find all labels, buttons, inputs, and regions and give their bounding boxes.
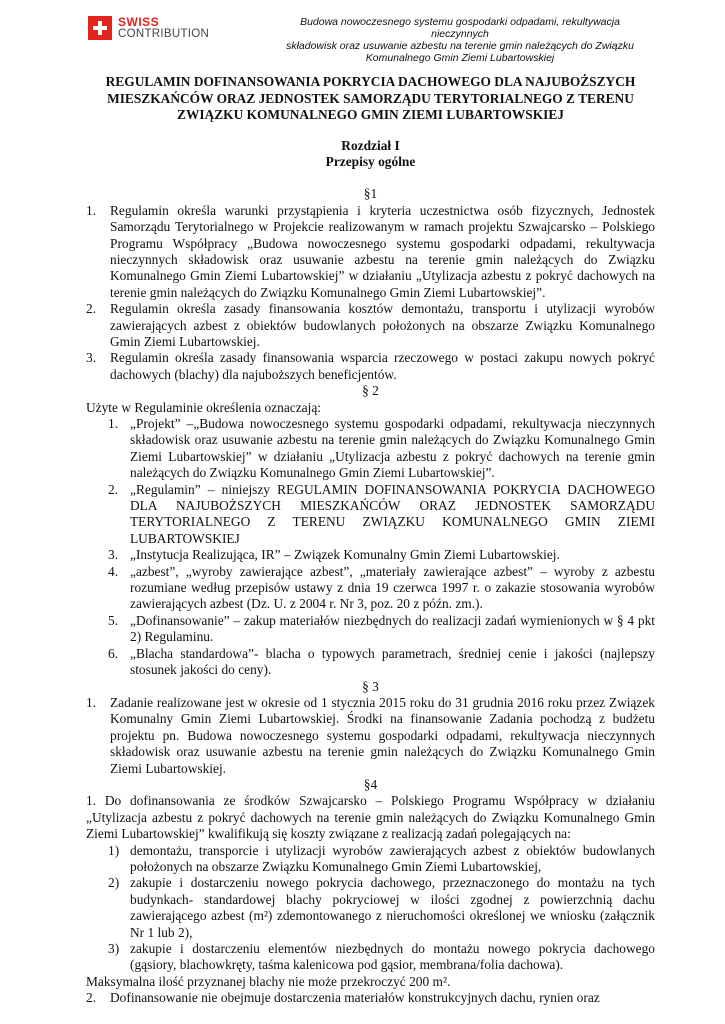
item-text: Zadanie realizowane jest w okresie od 1 stycznia 2015 roku do 31 grudnia 2016 roku przez Związek Komunalny Gmin Ziemi Lubartowskiej. Środki na finansowanie Zadania pochodzą z budżetu projektu pn. Budowa nowoczesnego systemu gospodarki odpadami, rekultywacja nieczynnych składowisk oraz usuwanie azbestu na terenie gmin należących do Związku Komunalnego Gmin Ziemi Lubartowskiej. <box>110 694 655 776</box>
item-number: 2. <box>108 481 119 497</box>
item-text: Regulamin określa warunki przystąpienia i kryteria uczestnictwa osób fizycznych, Jednostek Samorządu Terytorialnego w Projekcie realizowanym w ramach projektu Szwajcarsko – Polskiego Programu Współpracy „Budowa nowoczesnego systemu gospodarki odpadami, rekultywacja nieczynnych składowisk oraz usuwanie azbestu na terenie gmin należących do Związku Komunalnego Gmin Ziemi Lubartowskiej” w działaniu „Utylizacja azbestu z pokryć dachowych na terenie gmin należących do Związku Komunalnego Gmin Ziemi Lubartowskiej”. <box>110 202 655 300</box>
list-item <box>86 203 655 301</box>
section-4-list <box>86 843 655 974</box>
item-text: Regulamin określa zasady finansowania kosztów demontażu, transportu i utylizacji wyrobów zawierających azbest z obiektów budowlanych położonych na obszarze Związku Komunalnego Gmin Ziemi Lubartowskiej. <box>110 301 655 349</box>
item-text: demontażu, transporcie i utylizacji wyrobów zawierających azbest z obiektów budowlanych położonych na obszarze Związku Komunalnego Gmin Ziemi Lubartowskiej, <box>130 842 655 874</box>
item-number: 6. <box>108 645 119 661</box>
item-number: 5. <box>108 612 119 628</box>
item-text: Regulamin określa zasady finansowania wsparcia rzeczowego w postaci zakupu nowych pokryć dachowych (blachy) dla najuboższych beneficjentów. <box>110 350 655 382</box>
item-number: 3. <box>108 547 119 563</box>
logo-line1: SWISS <box>118 15 160 29</box>
item-text: „Regulamin” – niniejszy REGULAMIN DOFINANSOWANIA POKRYCIA DACHOWEGO DLA NAJUBOŻSZYCH MIESZKAŃCÓW ORAZ JEDNOSTEK SAMORZĄDU TERYTORIALNEGO Z TERENU ZWIĄZKU KOMUNALNEGO GMIN ZIEMI LUBARTOWSKIEJ <box>130 481 655 546</box>
item-number: 1. <box>86 202 97 218</box>
chapter-name: Przepisy ogólne <box>325 153 416 169</box>
section-2-heading: § 2 <box>362 383 379 399</box>
item-number: 2) <box>108 875 120 891</box>
list-item <box>108 941 655 974</box>
item-text: „Dofinansowanie” – zakup materiałów niezbędnych do realizacji zadań wymienionych w § 4 pkt 2) Regulaminu. <box>130 612 655 645</box>
title-line: REGULAMIN DOFINANSOWANIA POKRYCIA DACHOWEGO DLA NAJUBOŻSZYCH <box>105 74 636 89</box>
document-title <box>86 74 655 124</box>
section-1-list <box>86 203 655 383</box>
swiss-cross-icon <box>88 16 112 40</box>
list-item <box>108 482 655 548</box>
header-line: Budowa nowoczesnego systemu gospodarki odpadami, rekultywacja nieczynnych <box>300 16 620 40</box>
section-3-heading: § 3 <box>362 678 379 694</box>
list-item <box>86 350 655 383</box>
list-item <box>108 564 655 613</box>
list-item <box>108 646 655 679</box>
section-2-intro: Użyte w Regulaminie określenia oznaczają: <box>86 399 321 415</box>
list-item <box>86 990 655 1006</box>
item-text: zakupie i dostarczeniu nowego pokrycia dachowego, przeznaczonego do montażu na tych budynkach- standardowej blachy pokryciowej w ilości zgodnej z powierzchnią dachu zawierającego azbest (m²) zdemontowanego z nieruchomości określonej we wniosku (załącznik Nr 1 lub 2), <box>130 875 655 940</box>
item-number: 1) <box>108 842 120 858</box>
chapter-label: Rozdział I <box>341 137 400 153</box>
section-4-heading: §4 <box>363 776 378 792</box>
section-1-heading: §1 <box>363 186 378 202</box>
item-text: „Instytucja Realizująca, IR” – Związek Komunalny Gmin Ziemi Lubartowskiej. <box>130 547 560 563</box>
item-text: „Blacha standardowa”- blacha o typowych parametrach, średniej cenie i jakości (najlepszy stosunek jakości do ceny). <box>130 645 655 678</box>
document-body <box>86 74 655 1007</box>
list-item <box>86 301 655 350</box>
item-number: 4. <box>108 563 119 579</box>
item-number: 2. <box>86 301 97 317</box>
list-item <box>108 843 655 876</box>
list-item <box>108 416 655 482</box>
item-text: „Projekt” –„Budowa nowoczesnego systemu gospodarki odpadami, rekultywacja nieczynnych składowisk oraz usuwanie azbestu na terenie gmin należących do Związku Komunalnego Gmin Ziemi Lubartowskiej” w działaniu „Utylizacja azbestu z pokryć dachowych na terenie gmin należących do Związku Komunalnego Gmin Ziemi Lubartowskiej”. <box>130 416 655 481</box>
header-line: składowisk oraz usuwanie azbestu na terenie gmin należących do Związku <box>286 40 634 52</box>
list-item <box>108 613 655 646</box>
list-item <box>86 695 655 777</box>
item-text: „azbest”, „wyroby zawierające azbest”, „materiały zawierające azbest” – wyroby z azbestu rozumiane według przepisów ustawy z dnia 19 czerwca 1997 r. o zakazie stosowania wyrobów zawierających azbest (Dz. U. z 2004 r. Nr 3, poz. 20 z późn. zm.). <box>130 563 655 612</box>
list-item <box>108 547 655 563</box>
page-header <box>275 16 645 64</box>
section-3-list <box>86 695 655 777</box>
section-2-list <box>86 416 655 679</box>
swiss-contribution-logo <box>88 16 218 44</box>
logo-line2: CONTRIBUTION <box>118 28 210 40</box>
section-4-intro: 1. Do dofinansowania ze środków Szwajcarsko – Polskiego Programu Współpracy w działaniu „Utylizacja azbestu z pokryć dachowych na terenie gmin należących do Związku Komunalnego Gmin Ziemi Lubartowskiej” kwalifikują się koszty związane z realizacją zadań polegających na: <box>86 793 655 842</box>
item-text: zakupie i dostarczeniu elementów niezbędnych do montażu nowego pokrycia dachowego (gąsiory, blachowkręty, taśma kalenicowa pod gąsior, membrana/folia dachowa). <box>130 941 655 973</box>
list-item <box>108 875 655 941</box>
item-number: 2. <box>86 990 97 1006</box>
max-sheet-note: Maksymalna ilość przyznanej blachy nie może przekroczyć 200 m². <box>86 973 451 989</box>
item-number: 1. <box>86 694 97 710</box>
item-number: 3) <box>108 941 120 956</box>
item-text: Dofinansowanie nie obejmuje dostarczenia materiałów konstrukcyjnych dachu, rynien oraz <box>110 990 600 1006</box>
title-line: MIESZKAŃCÓW ORAZ JEDNOSTEK SAMORZĄDU TERYTORIALNEGO Z TERENU <box>107 90 634 106</box>
item-number: 3. <box>86 350 97 366</box>
header-line: Komunalnego Gmin Ziemi Lubartowskiej <box>365 52 555 64</box>
title-line: ZWIĄZKU KOMUNALNEGO GMIN ZIEMI LUBARTOWSKIEJ <box>177 107 564 122</box>
item-number: 1. <box>108 416 119 431</box>
